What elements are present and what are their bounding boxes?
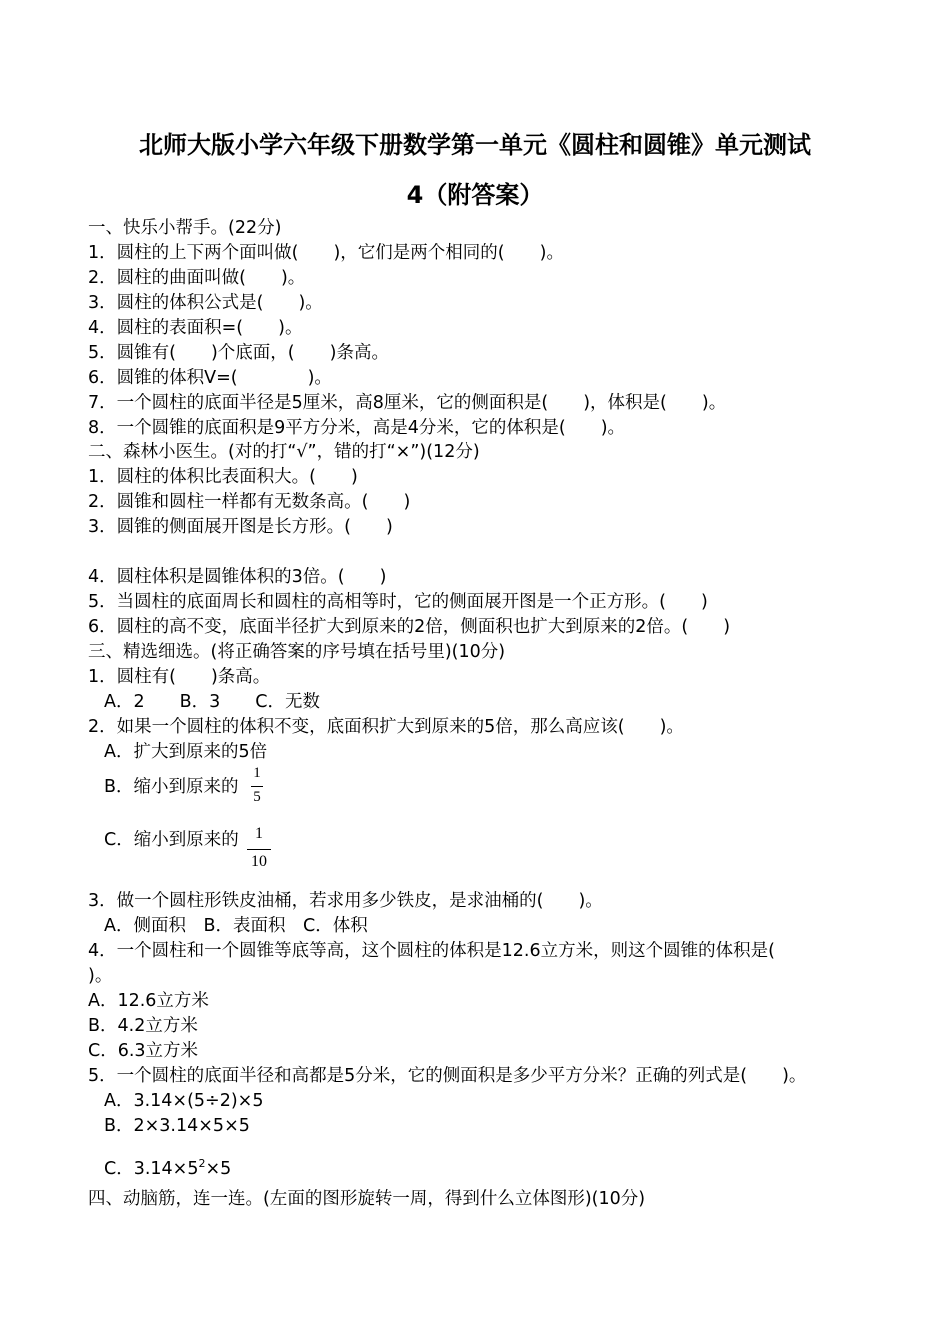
- section2-q1: 1．圆柱的体积比表面积大。( ): [88, 467, 358, 487]
- section3-q2-option-b: B．缩小到原来的: [104, 777, 239, 797]
- section2-q4: 4．圆柱体积是圆锥体积的3倍。( ): [88, 567, 387, 587]
- section1-q5: 5．圆锥有( )个底面，( )条高。: [88, 343, 389, 363]
- option-c-tail: ×5: [205, 1158, 232, 1179]
- section3-q3: 3．做一个圆柱形铁皮油桶，若求用多少铁皮，是求油桶的( )。: [88, 891, 603, 911]
- section3-q4-continued: )。: [88, 966, 113, 986]
- title-line-1: 北师大版小学六年级下册数学第一单元《圆柱和圆锥》单元测试: [139, 131, 811, 159]
- section3-q1: 1．圆柱有( )条高。: [88, 667, 271, 687]
- section1-q2: 2．圆柱的曲面叫做( )。: [88, 268, 306, 288]
- fraction-c-denominator: 10: [251, 853, 267, 870]
- section2-q2: 2．圆锥和圆柱一样都有无数条高。( ): [88, 492, 411, 512]
- section3-q4-option-b: B．4.2立方米: [88, 1016, 198, 1036]
- fraction-b-denominator: 5: [253, 789, 261, 805]
- section1-q6: 6．圆锥的体积V=( )。: [88, 368, 332, 388]
- section3-q4-option-a: A．12.6立方米: [88, 991, 209, 1011]
- section3-q2-option-a: A．扩大到原来的5倍: [104, 742, 268, 762]
- section1-q3: 3．圆柱的体积公式是( )。: [88, 293, 323, 313]
- section1-q8: 8．一个圆锥的底面积是9平方分米，高是4分米，它的体积是( )。: [88, 418, 626, 438]
- fraction-c-bar: [247, 849, 271, 850]
- fraction-b-numerator: 1: [253, 765, 261, 781]
- section1-q1: 1．圆柱的上下两个面叫做( )，它们是两个相同的( )。: [88, 243, 564, 263]
- section3-q1-options: A．2 B．3 C．无数: [104, 692, 320, 712]
- section1-heading: 一、快乐小帮手。(22分): [88, 218, 282, 238]
- section3-q2: 2．如果一个圆柱的体积不变，底面积扩大到原来的5倍，那么高应该( )。: [88, 717, 684, 737]
- section3-q4: 4．一个圆柱和一个圆锥等底等高，这个圆柱的体积是12.6立方米，则这个圆锥的体积是(: [88, 941, 775, 961]
- section3-q2-option-c: C．缩小到原来的: [104, 830, 239, 850]
- section3-q5-option-c: [104, 1153, 231, 1180]
- section3-q5: 5．一个圆柱的底面半径和高都是5分米，它的侧面积是多少平方分米？正确的列式是( )。: [88, 1066, 807, 1086]
- section2-q3: 3．圆锥的侧面展开图是长方形。( ): [88, 517, 393, 537]
- section3-heading: 三、精选细选。(将正确答案的序号填在括号里)(10分): [88, 642, 506, 662]
- section3-q3-options: A．侧面积 B．表面积 C．体积: [104, 916, 368, 936]
- fraction-b-bar: [251, 786, 263, 787]
- title-line-2: 4（附答案）: [406, 181, 544, 209]
- section1-q7: 7．一个圆柱的底面半径是5厘米，高8厘米，它的侧面积是( )，体积是( )。: [88, 393, 727, 413]
- option-c-base: C．3.14×5: [104, 1158, 199, 1179]
- option-c-exponent: 2: [198, 1157, 206, 1170]
- section3-q4-option-c: C．6.3立方米: [88, 1041, 199, 1061]
- section2-heading: 二、森林小医生。(对的打“√”，错的打“×”)(12分): [88, 442, 480, 462]
- section3-q5-option-a: A．3.14×(5÷2)×5: [104, 1091, 264, 1111]
- section2-q5: 5．当圆柱的底面周长和圆柱的高相等时，它的侧面展开图是一个正方形。( ): [88, 592, 708, 612]
- section4-heading: 四、动脑筋，连一连。(左面的图形旋转一周，得到什么立体图形)(10分): [88, 1189, 646, 1209]
- section2-q6: 6．圆柱的高不变，底面半径扩大到原来的2倍，侧面积也扩大到原来的2倍。( ): [88, 617, 731, 637]
- section3-q5-option-b: B．2×3.14×5×5: [104, 1116, 250, 1136]
- fraction-c-numerator: 1: [255, 825, 263, 842]
- section1-q4: 4．圆柱的表面积=( )。: [88, 318, 303, 338]
